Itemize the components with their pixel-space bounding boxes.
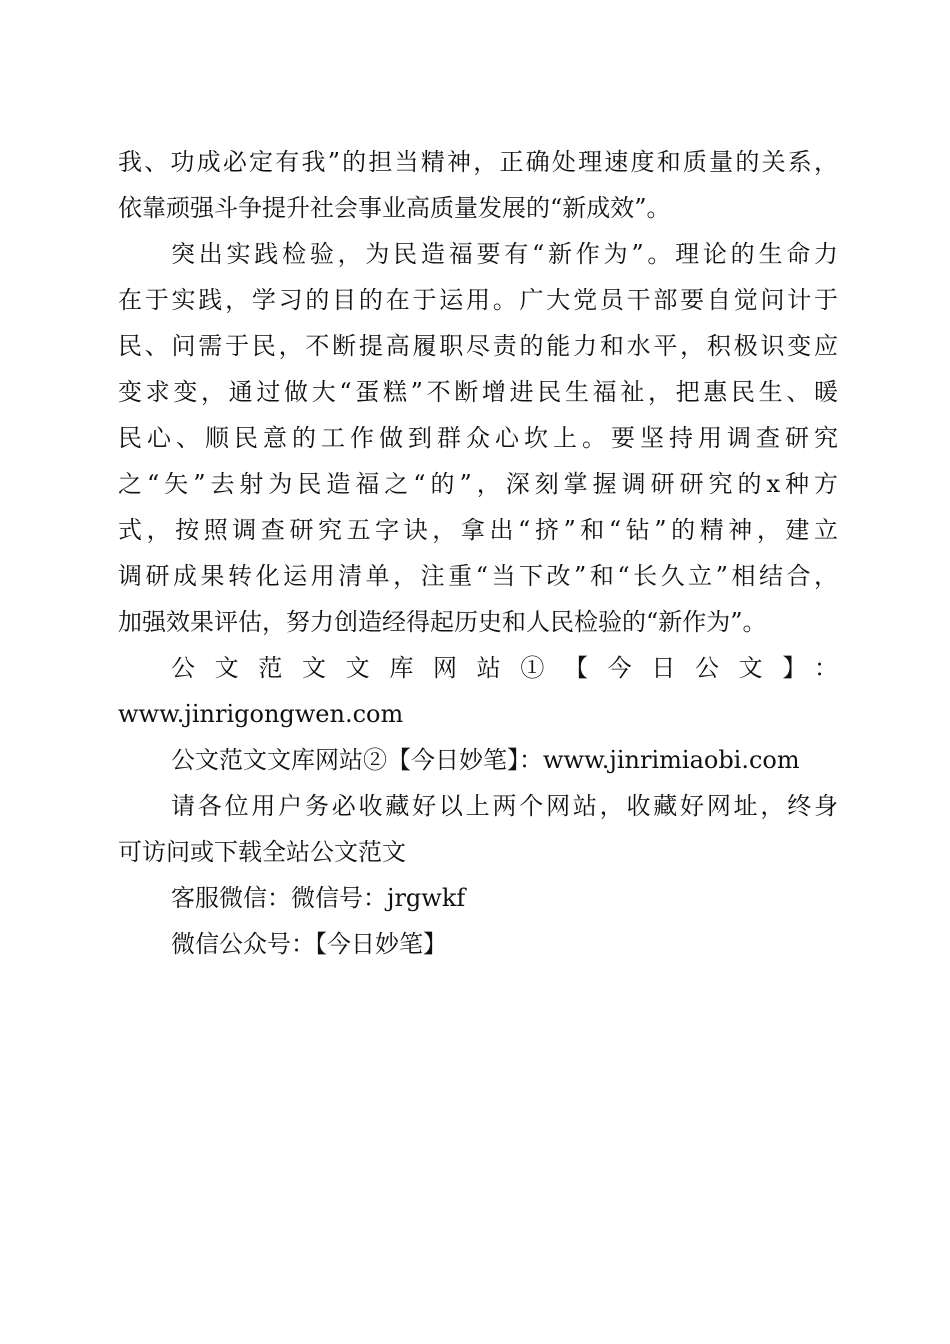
paragraph-line: 民心、顺民意的工作做到群众心坎上。要坚持用调查研究 <box>118 424 838 452</box>
paragraph-line: 式，按照调查研究五字诀，拿出“挤”和“钻”的精神，建立 <box>118 516 838 544</box>
notice-line: 请各位用户务必收藏好以上两个网站，收藏好网址，终身 <box>171 792 838 820</box>
paragraph-line: 突出实践检验，为民造福要有“新作为”。理论的生命力 <box>171 240 838 268</box>
paragraph-line: 民、问需于民，不断提高履职尽责的能力和水平，积极识变应 <box>118 332 838 360</box>
website-1-label: 公文范文文库网站①【今日公文】： <box>171 654 838 682</box>
paragraph-line: 加强效果评估，努力创造经得起历史和人民检验的“新作为”。 <box>118 608 767 636</box>
paragraph-line: 在于实践，学习的目的在于运用。广大党员干部要自觉问计于 <box>118 286 838 314</box>
paragraph-line: 调研成果转化运用清单，注重“当下改”和“长久立”相结合， <box>118 562 838 590</box>
paragraph-line: 依靠顽强斗争提升社会事业高质量发展的“新成效”。 <box>118 194 671 222</box>
website-1-url[interactable]: www.jinrigongwen.com <box>118 700 404 728</box>
paragraph-line: 我、功成必定有我”的担当精神，正确处理速度和质量的关系， <box>118 148 838 176</box>
notice-line: 可访问或下载全站公文范文 <box>118 838 406 866</box>
customer-service-wechat: 客服微信：微信号：jrgwkf <box>171 884 466 912</box>
wechat-official-account: 微信公众号：【今日妙笔】 <box>171 930 447 958</box>
paragraph-line: 变求变，通过做大“蛋糕”不断增进民生福祉，把惠民生、暖 <box>118 378 838 406</box>
website-2-line[interactable]: 公文范文文库网站②【今日妙笔】：www.jinrimiaobi.com <box>171 746 800 774</box>
paragraph-line: 之“矢”去射为民造福之“的”，深刻掌握调研研究的x种方 <box>118 470 838 498</box>
